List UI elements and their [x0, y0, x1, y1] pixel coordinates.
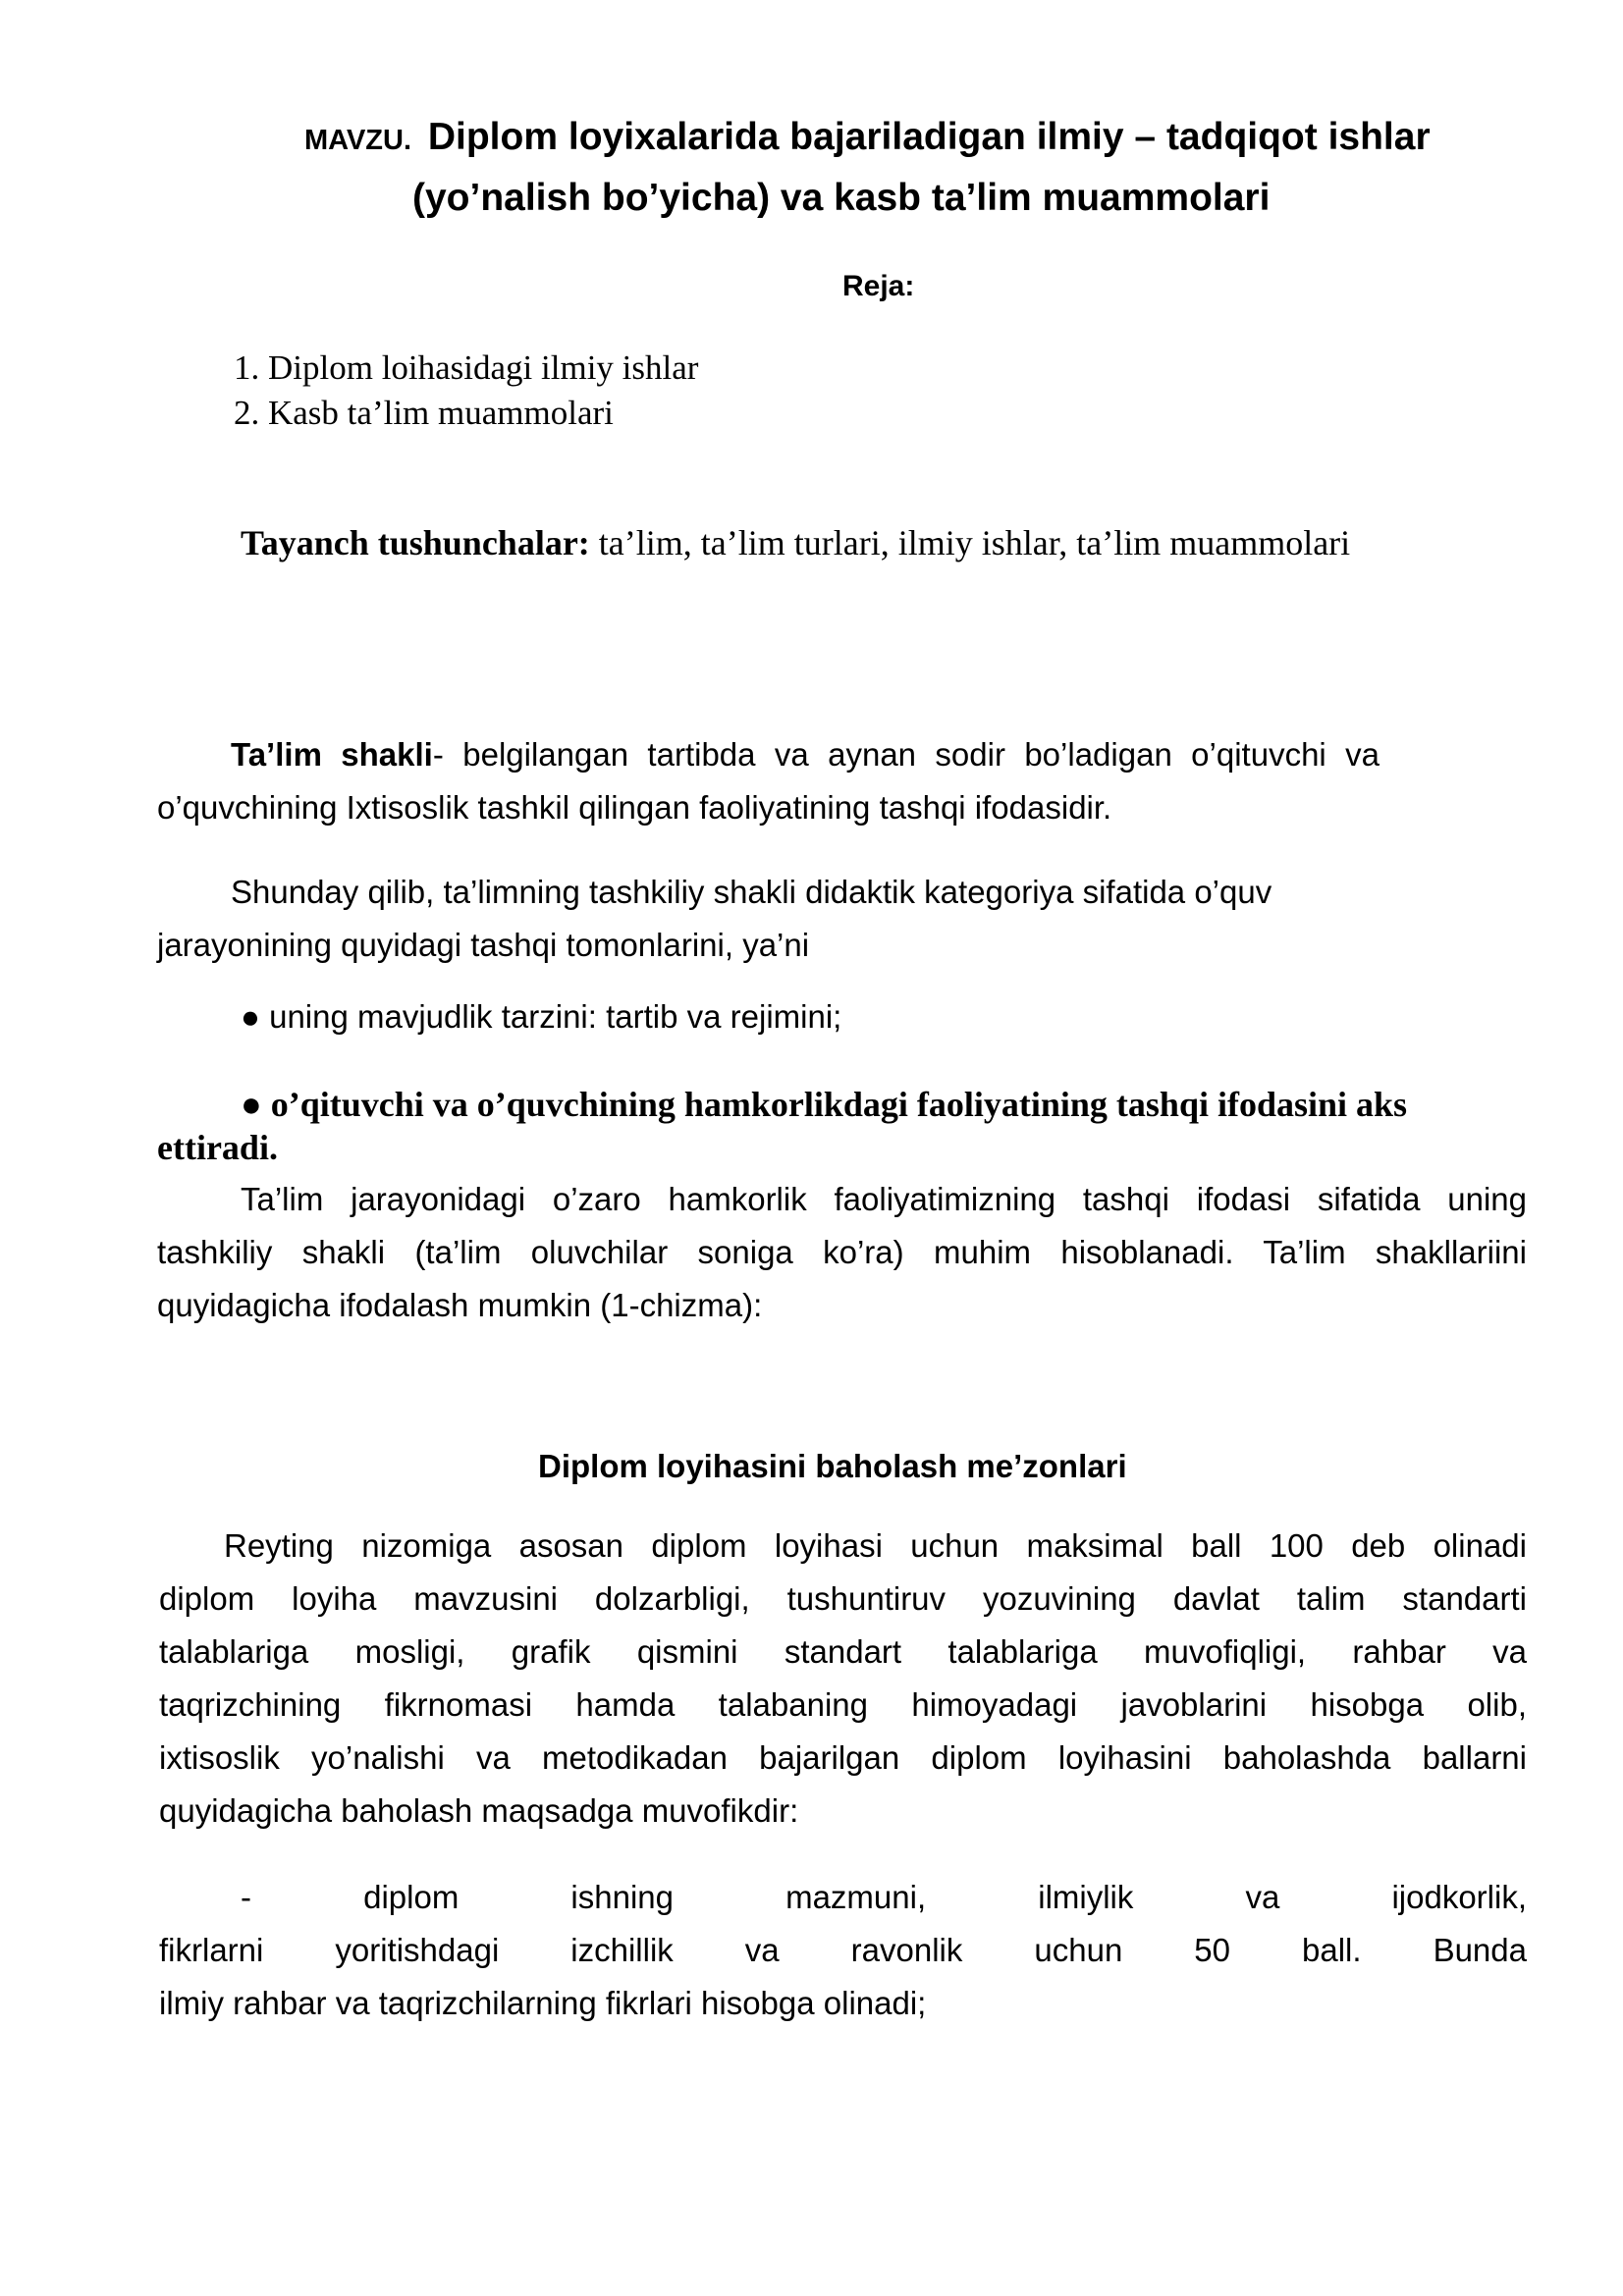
- paragraph-definition: [157, 728, 1380, 834]
- bullet-item-bold: [157, 1083, 1512, 1169]
- rating-line-5: ixtisoslik yo’nalishi va metodikadan bajarilgan diplom loyihasini baholashda ballarni: [159, 1739, 1527, 1776]
- bullet-item: ● uning mavjudlik tarzini: tartib va rejimini;: [241, 998, 842, 1035]
- definition-term: Ta’lim shakli: [231, 736, 433, 773]
- topic-prefix: MAVZU.: [304, 125, 412, 156]
- keywords-line: [241, 522, 1350, 563]
- rating-line-3: talablariga mosligi, grafik qismini standart talablariga muvofiqligi, rahbar va: [159, 1633, 1527, 1670]
- bullet-bold-line-2: ettiradi.: [157, 1128, 278, 1167]
- definition-text: - belgilangan tartibda va aynan sodir bo’ladigan o’qituvchi va: [432, 736, 1380, 773]
- plan-item: 2. Kasb ta’lim muammolari: [234, 394, 614, 432]
- paragraph-forms: [157, 1173, 1527, 1332]
- section-heading: Diplom loyihasini baholash me’zonlari: [538, 1448, 1127, 1484]
- plan-label: Reja:: [842, 270, 915, 302]
- rating-line-6: quyidagicha baholash maqsadga muvofikdir:: [159, 1792, 799, 1829]
- title-line-2: (yo’nalish bo’yicha) va kasb ta’lim muammolari: [412, 177, 1271, 219]
- keywords-text: ta’lim, ta’lim turlari, ilmiy ishlar, ta’lim muammolari: [589, 523, 1351, 562]
- criteria-line-2: fikrlarni yoritishdagi izchillik va ravonlik uchun 50 ball. Bunda: [159, 1932, 1527, 1968]
- plan-item: 1. Diplom loihasidagi ilmiy ishlar: [234, 348, 699, 387]
- forms-line-3: quyidagicha ifodalash mumkin (1-chizma):: [157, 1287, 763, 1323]
- title-line-1: [304, 116, 1431, 159]
- bullet-bold-line-1: ● o’qituvchi va o’quvchining hamkorlikdagi faoliyatining tashqi ifodasini aks: [241, 1085, 1408, 1124]
- rating-line-4: taqrizchining fikrnomasi hamda talabaning himoyadagi javoblarini hisobga olib,: [159, 1686, 1527, 1723]
- rating-line-1: Reyting nizomiga asosan diplom loyihasi uchun maksimal ball 100 deb olinadi: [224, 1527, 1527, 1564]
- keywords-label: Tayanch tushunchalar:: [241, 523, 590, 562]
- plan-list: [234, 346, 698, 436]
- definition-line-2: o’quvchining Ixtisoslik tashkil qilingan faoliyatining tashqi ifodasidir.: [157, 789, 1112, 826]
- forms-line-2: tashkiliy shakli (ta’lim oluvchilar soniga ko’ra) muhim hisoblanadi. Ta’lim shakllariini: [157, 1234, 1527, 1270]
- criteria-line-1: - diplom ishning mazmuni, ilmiylik va ijodkorlik,: [241, 1879, 1527, 1915]
- paragraph-criteria: [159, 1871, 1527, 2030]
- paragraph-rating: [159, 1520, 1527, 1838]
- title-text-1: Diplom loyixalarida bajariladigan ilmiy – tadqiqot ishlar: [427, 116, 1431, 158]
- paragraph-organization: [157, 866, 1380, 972]
- organization-line-1: Shunday qilib, ta’limning tashkiliy shakli didaktik kategoriya sifatida o’quv: [231, 874, 1272, 910]
- organization-line-2: jarayonining quyidagi tashqi tomonlarini, ya’ni: [157, 927, 810, 963]
- criteria-line-3: ilmiy rahbar va taqrizchilarning fikrlari hisobga olinadi;: [159, 1985, 927, 2021]
- rating-line-2: diplom loyiha mavzusini dolzarbligi, tushuntiruv yozuvining davlat talim standarti: [159, 1580, 1527, 1617]
- forms-line-1: Ta’lim jarayonidagi o’zaro hamkorlik faoliyatimizning tashqi ifodasi sifatida uning: [241, 1181, 1527, 1217]
